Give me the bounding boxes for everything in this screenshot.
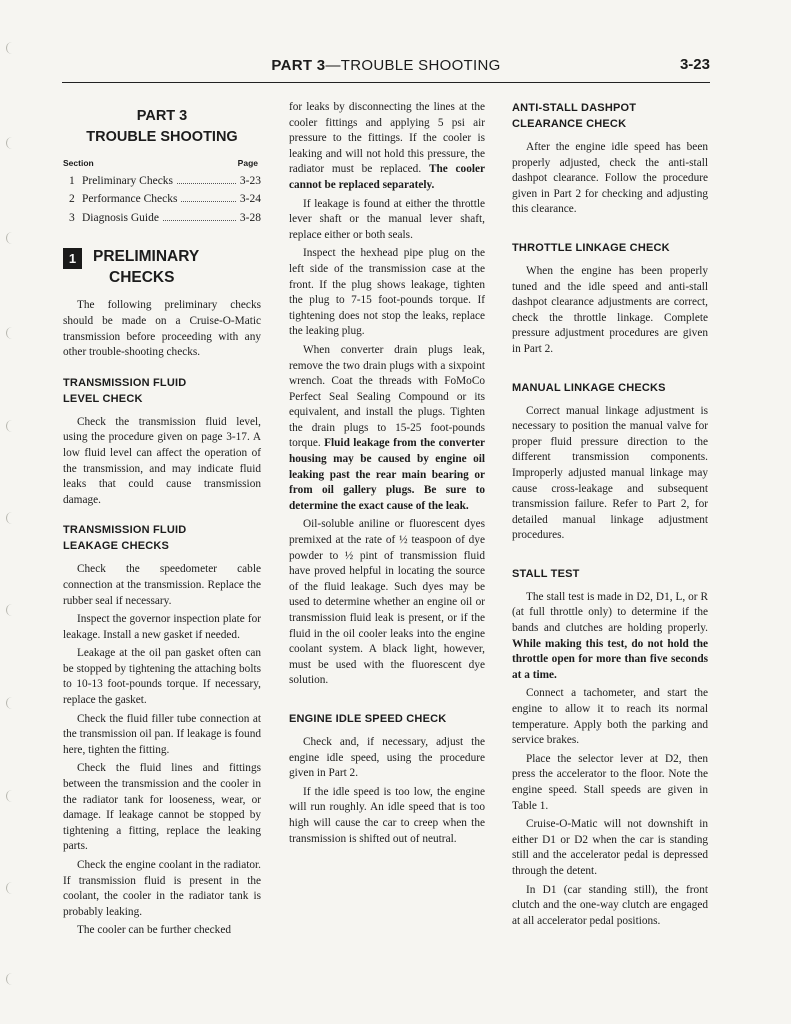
binder-hole-mark <box>6 420 13 432</box>
paragraph: Check the engine coolant in the radiator. If transmission fluid is present in the coolant, the cooler in the radiator tank is probably leaking. <box>63 859 261 918</box>
paragraph: The cooler can be further checked <box>77 924 231 937</box>
subheading <box>512 100 708 132</box>
subheading-line: TRANSMISSION FLUID <box>63 524 187 537</box>
toc-page-label: Page <box>237 158 258 168</box>
paragraph-bold-text: Fluid leakage from the converter housing may be caused by engine oil leaking past the rear main bearing or from oil gallery plugs. Be sure to determine the exact cause of the leak. <box>289 437 485 512</box>
paragraph: When the engine has been properly tuned and the idle speed and anti-stall dashpot clearance adjustments are correct, check the throttle linkage. Complete pressure adjustment procedures are given in Part 2. <box>512 264 708 355</box>
binder-hole-mark <box>6 604 13 616</box>
paragraph: In D1 (car standing still), the front clutch and the one-way clutch are engaged at all accelerator pedal positions. <box>512 883 708 927</box>
paragraph: Check and, if necessary, adjust the engine idle speed, using the procedure given in Part 2. <box>289 735 485 780</box>
paragraph: Cruise-O-Matic will not downshift in either D1 or D2 when the car is standing still and the accelerator pedal is depressed through the detent. <box>512 818 708 877</box>
column-1 <box>63 100 261 942</box>
binder-hole-mark <box>6 697 13 709</box>
paragraph: The following preliminary checks should be made on a Cruise-O-Matic transmission before proceeding with any other trouble-shooting checks. <box>63 299 261 359</box>
column-2 <box>289 100 485 850</box>
binder-hole-mark <box>6 327 13 339</box>
header-part: PART 3 <box>271 57 326 74</box>
binder-hole-mark <box>6 790 13 802</box>
toc-entry-number: 3 <box>69 211 75 224</box>
toc-entry-number: 1 <box>69 174 75 187</box>
paragraph: Inspect the hexhead pipe plug on the left side of the transmission case at the front. If the plug shows leakage, tighten the plug to 7-15 foot-pounds torque. If tightening does not stop the leaks, replace the leaking plug. <box>289 247 485 338</box>
toc-entry-title: Preliminary Checks <box>82 174 174 187</box>
toc-entry-page: 3-23 <box>239 174 261 187</box>
toc-header <box>63 156 261 172</box>
subheading-line: CLEARANCE CHECK <box>512 118 627 130</box>
subheading: MANUAL LINKAGE CHECKS <box>512 381 666 394</box>
paragraph: After the engine idle speed has been properly adjusted, check the anti-stall dashpot clearance. Follow the procedure given in Part 2 for checking and adjusting this clearance. <box>512 141 708 216</box>
subheading-line: LEVEL CHECK <box>63 392 143 405</box>
paragraph: Leakage at the oil pan gasket often can be stopped by tightening the attaching bolts to 10-13 foot-pounds torque. If necessary, replace the gasket. <box>63 647 261 707</box>
toc-entry-title: Performance Checks <box>82 193 178 206</box>
header-title <box>62 57 710 74</box>
header-subtitle: —TROUBLE SHOOTING <box>325 57 501 74</box>
paragraph-text: When converter drain plugs leak, remove the two drain plugs with a sixpoint wrench. Coat the threads with FoMoCo Perfect Seal Sealing Compound or its equivalent, and install the plugs. Tighten the drain plugs to 15-25 foot-pounds torque. <box>289 343 485 450</box>
toc-leader-dots <box>177 183 236 184</box>
toc-leader-dots <box>181 201 235 202</box>
binder-hole-mark <box>6 232 13 244</box>
paragraph: Check the transmission fluid level, using the procedure given on page 3-17. A low fluid level can affect the operation of the transmission, and may indicate fluid leaks that could cause transmission damage. <box>63 415 261 506</box>
binder-hole-mark <box>6 42 13 54</box>
section-heading <box>63 246 261 288</box>
paragraph <box>289 343 485 515</box>
subheading-line: ANTI-STALL DASHPOT <box>512 102 637 114</box>
column-3 <box>512 100 708 932</box>
subheading: ENGINE IDLE SPEED CHECK <box>289 712 447 725</box>
page-header <box>62 54 710 83</box>
toc-entry-title: Diagnosis Guide <box>82 211 159 224</box>
toc-entry[interactable] <box>63 174 261 190</box>
toc-entry[interactable] <box>63 211 261 227</box>
toc-leader-dots <box>163 220 236 221</box>
subheading: THROTTLE LINKAGE CHECK <box>512 241 670 254</box>
section-title-line-2: CHECKS <box>109 269 175 287</box>
paragraph-text: The stall test is made in D2, D1, L, or R (at full throttle only) to determine if the bands and clutches are holding properly. <box>512 590 708 635</box>
toc-entry-page: 3-28 <box>239 211 261 224</box>
toc-entry-page: 3-24 <box>239 193 261 206</box>
paragraph: Check the fluid lines and fittings between the transmission and the cooler in the radiator tank for looseness, wear, or damage. If leakage cannot be stopped by tightening a fitting, replace the leaking parts. <box>63 762 261 853</box>
section-title <box>93 246 261 288</box>
toc-section-label: Section <box>63 158 94 168</box>
paragraph: Check the fluid filler tube connection at the transmission oil pan. If leakage is found here, tighten the fitting. <box>63 712 261 756</box>
toc-entry[interactable] <box>63 192 261 208</box>
page-number: 3-23 <box>679 56 710 73</box>
subheading-line: LEAKAGE CHECKS <box>63 540 170 553</box>
paragraph: Correct manual linkage adjustment is necessary to position the manual valve for proper fluid pressure direction to the different transmission components. Improperly adjusted manual linkage may cause cross-leakage and subsequent transmission failure. Refer to Part 2, for detailed manual linkage adjustment procedures. <box>512 404 708 542</box>
paragraph: Place the selector lever at D2, then press the accelerator to the floor. Note the engine speed. Stall speeds are given in Table 1. <box>512 752 708 812</box>
paragraph: If leakage is found at either the throttle lever shaft or the manual lever shaft, replace either or both seals. <box>289 197 485 241</box>
section-number-badge: 1 <box>63 248 82 269</box>
binder-hole-mark <box>6 973 13 985</box>
paragraph <box>289 100 485 194</box>
part-title: TROUBLE SHOOTING <box>86 129 238 145</box>
paragraph: Connect a tachometer, and start the engine to allow it to reach its normal temperature. Apply both the parking and service brakes. <box>512 687 708 747</box>
binder-hole-mark <box>6 512 13 524</box>
paragraph: Inspect the governor inspection plate for leakage. Install a new gasket if needed. <box>63 613 261 641</box>
binder-hole-mark <box>6 882 13 894</box>
paragraph-bold-text: While making this test, do not hold the throttle open for more than five seconds at a time. <box>512 637 708 681</box>
paragraph: Oil-soluble aniline or fluorescent dyes premixed at the rate of ½ teaspoon of dye powder to ½ pint of transmission fluid have proved helpful in locating the source of the fluid leakage. Such dyes may be used to determine whether an engine oil or transmission fluid leak is present, or if the fluid in the oil cooler leaks into the engine coolant system. A black light, however, must be used with the fluorescent dye solution. <box>289 518 485 687</box>
paragraph-text: for leaks by disconnecting the lines at the cooler fittings and applying 5 psi air pressure to the fittings. If the cooler is leaking and will not hold this pressure, the radiator must be replaced. <box>289 101 485 176</box>
paragraph: Check the speedometer cable connection at the transmission. Replace the rubber seal if necessary. <box>63 563 261 607</box>
paragraph-bold-text: The cooler cannot be replaced separately. <box>289 163 486 191</box>
subheading <box>63 375 261 407</box>
subheading <box>63 522 261 554</box>
subheading-line: TRANSMISSION FLUID <box>63 376 187 389</box>
part-label: PART 3 <box>136 108 188 124</box>
binder-hole-mark <box>6 137 13 149</box>
toc-entry-number: 2 <box>69 193 75 206</box>
subheading: STALL TEST <box>512 567 580 580</box>
section-title-line-1: PRELIMINARY <box>93 248 200 266</box>
paragraph <box>512 590 708 684</box>
paragraph: If the idle speed is too low, the engine will run roughly. An idle speed that is too high will cause the car to creep when the transmission is shifted out of neutral. <box>289 785 485 845</box>
